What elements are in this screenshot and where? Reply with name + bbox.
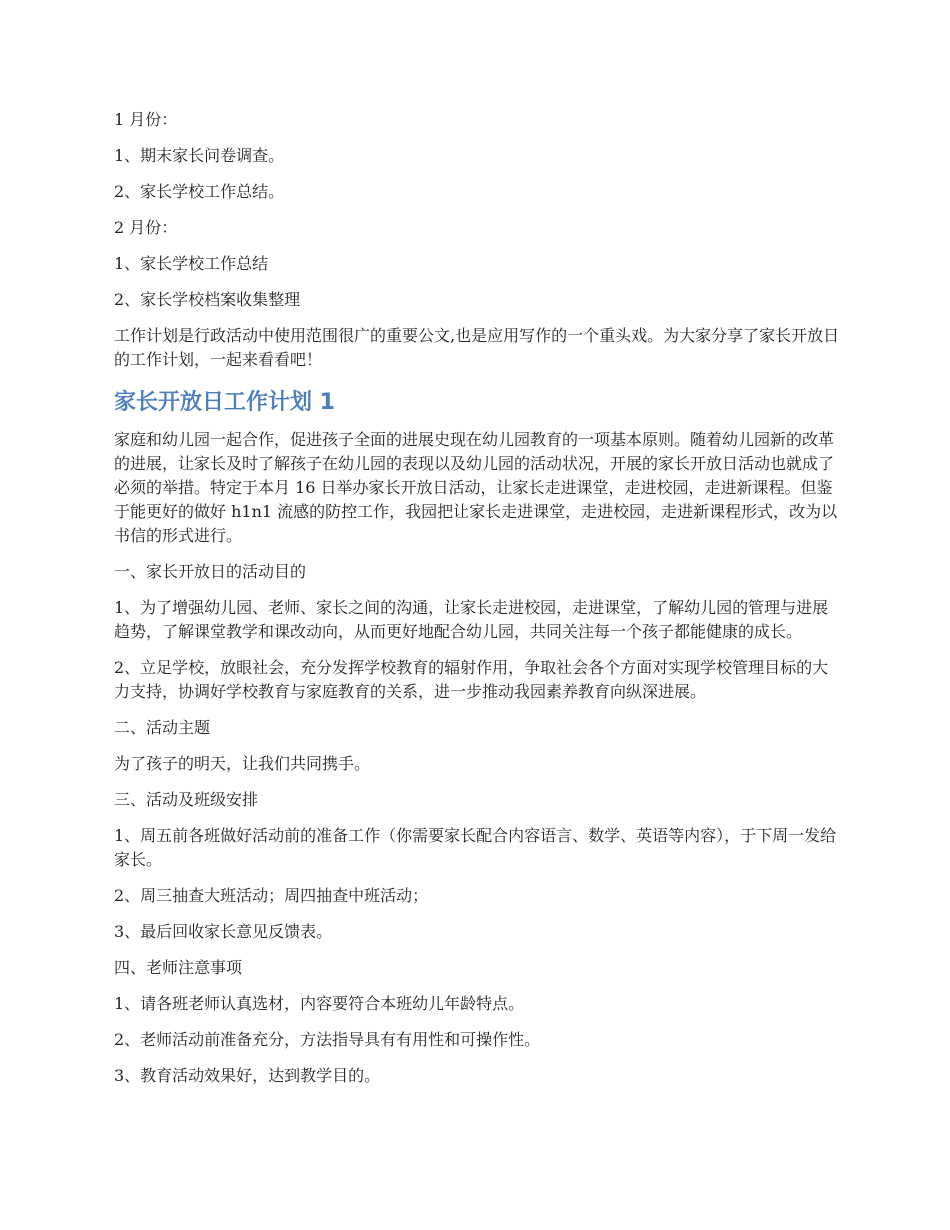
list-item: 1、周五前各班做好活动前的准备工作（你需要家长配合内容语言、数学、英语等内容），于下周一发给家长。 [114, 826, 837, 869]
subsection-title: 四、老师注意事项 [114, 958, 243, 977]
subsection-title: 一、家长开放日的活动目的 [114, 562, 307, 581]
document-page [114, 108, 844, 1100]
list-item: 1、请各班老师认真选材，内容要符合本班幼儿年龄特点。 [114, 994, 525, 1013]
month-label-february: 2 月份： [114, 218, 178, 237]
subsection-title: 二、活动主题 [114, 718, 211, 737]
list-item: 2、老师活动前准备充分，方法指导具有有用性和可操作性。 [114, 1030, 541, 1049]
list-item: 1、期末家长问卷调查。 [114, 146, 285, 165]
list-item: 2、周三抽查大班活动；周四抽查中班活动； [114, 886, 429, 905]
section-heading: 家长开放日工作计划 1 [114, 390, 335, 415]
list-item: 2、立足学校，放眼社会，充分发挥学校教育的辐射作用，争取社会各个方面对实现学校管理目标的大力支持，协调好学校教育与家庭教育的关系，进一步推动我园素养教育向纵深进展。 [114, 658, 829, 701]
list-item: 3、教育活动效果好，达到教学目的。 [114, 1066, 381, 1085]
subsection-title: 三、活动及班级安排 [114, 790, 259, 809]
month-label-january: 1 月份： [114, 110, 178, 129]
list-item: 3、最后回收家长意见反馈表。 [114, 922, 333, 941]
list-item: 1、为了增强幼儿园、老师、家长之间的沟通，让家长走进校园，走进课堂，了解幼儿园的管理与进展趋势，了解课堂教学和课改动向，从而更好地配合幼儿园，共同关注每一个孩子都能健康的成长。 [114, 598, 829, 641]
body-paragraph: 家庭和幼儿园一起合作，促进孩子全面的进展史现在幼儿园教育的一项基本原则。随着幼儿园新的改革的进展，让家长及时了解孩子在幼儿园的表现以及幼儿园的活动状况，开展的家长开放日活动也就成了必须的举措。特定于本月 16 日举办家长开放日活动，让家长走进课堂，走进校园，走进新课程。但鉴于能更好的做好 h1n1 流感的防控工作，我园把让家长走进课堂，走进校园，走进新课程形式，改为以书信的形式进行。 [114, 430, 838, 545]
intro-note: 工作计划是行政活动中使用范围很广的重要公文,也是应用写作的一个重头戏。为大家分享了家长开放日的工作计划，一起来看看吧！ [114, 326, 840, 369]
list-item: 2、家长学校工作总结。 [114, 182, 285, 201]
body-paragraph: 为了孩子的明天，让我们共同携手。 [114, 754, 371, 773]
list-item: 2、家长学校档案收集整理 [114, 290, 301, 309]
list-item: 1、家长学校工作总结 [114, 254, 269, 273]
